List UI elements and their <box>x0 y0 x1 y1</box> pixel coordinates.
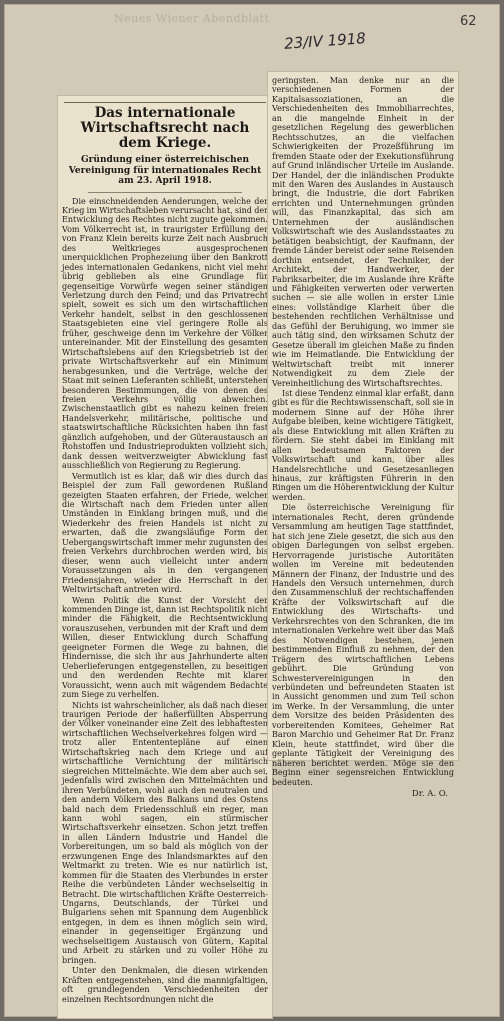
paragraph: Vermutlich ist es klar, daß wir dies durch das Beispiel der zum Fall gewordenen Rußland gezeigten Staaten erfahren, der Friede, welcher die Wirtschaft nach dem Frieden unter allen Umständen in Einklang bringen muß, und die Wiederkehr des freien Handels ist nicht zu erwarten, daß die zwangsläufige Form der Uebergangswirtschaft immer mehr zugunsten des freien Verkehrs durchbrochen werden wird, bis dieser, wenn auch vielleicht unter andern Voraussetzungen als in den vergangenen Friedensjahren, wieder die Herrschaft in der Weltwirtschaft antreten wird. <box>62 471 268 595</box>
newspaper-masthead: Neues Wiener Abendblatt <box>114 12 270 25</box>
paragraph: geringsten. Man denke nur an die verschiedenen Formen der Kapitalsassoziationen, an die Verschiedenheiten des Immobiliarrechtes, an die mangelnde Einheit in der gesetzlichen Regelung des gewerblichen Rechtsschutzes, an die vielfachen Schwierigkeiten der Prozeßführung im fremden Staate oder der Exekutionsführung auf Grund inländischer Urteile im Auslande. Der Handel, der die inländischen Produkte mit den Waren des Auslandes in Austausch bringt, die Industrie, die dort Fabriken errichten und Unternehmungen gründen will, das Finanzkapital, das sich am Unternehmen der ausländischen Volkswirtschaft wie des Auslandsstaates zu betätigen beabsichtigt, der Kaufmann, der fremde Länder bereist oder seine Reisenden dorthin entsendet, der Techniker, der Architekt, der Handwerker, der Fabriksarbeiter, die im Auslande ihre Kräfte und Fähigkeiten verwerten oder verwerten suchen — sie alle wollen in erster Linie eines: vollständige Klarheit über die bestehenden rechtlichen Verhältnisse und das Gefühl der Beruhigung, wo immer sie auch tätig sind, den wirksamen Schutz der Gesetze überall im gleichen Maße zu finden wie im Heimatlande. Die Entwicklung der Weltwirtschaft treibt mit innerer Notwendigkeit zu dem Ziele der Vereinheitlichung des Wirtschaftsrechtes. <box>272 76 454 388</box>
right-column-text <box>272 76 454 787</box>
handwritten-date: 23/IV 1918 <box>283 29 367 53</box>
article-subheadline: Gründung einer österreichischen Vereinigung für internationales Recht am 23. April 1918. <box>68 155 262 186</box>
folio-number: 62 <box>460 14 477 29</box>
divider <box>88 192 242 193</box>
paragraph: Unter den Denkmalen, die diesen wirkenden Kräften entgegenstehen, sind die mannigfaltigen, oft grundlegenden Verschiedenheiten der einzelnen Rechtsordnungen nicht die <box>62 966 268 1004</box>
left-column-text <box>62 197 268 1005</box>
paragraph: Die österreichische Vereinigung für internationales Recht, deren gründende Versammlung am heutigen Tage stattfindet, hat sich jene Ziele gesetzt, die sich aus den obigen Darlegungen von selbst ergeben. Hervorragende juristische Autoritäten wollen im Vereine mit bedeutenden Männern der Finanz, der Industrie und des Handels den Versuch unternehmen, durch den Zusammenschluß der rechtschaffenden Kräfte der Volkswirtschaft auf die Entwicklung des Wirtschafts- und Verkehrsrechtes von den Schranken, die im internationalen Verkehre weit über das Maß des Notwendigen bestehen, jenen bestimmenden Einfluß zu nehmen, der den Trägern des wirtschaftlichen Lebens gebührt. Die Gründung von Schwestervereinigungen in den verbündeten und befreundeten Staaten ist in Aussicht genommen und zum Teil schon im Werke. In der Versammlung, die unter dem Vorsitze des beiden Präsidenten des vorbereitenden Komitees, Geheimer Rat Baron Marchio und Geheimer Rat Dr. Franz Klein, heute stattfindet, wird über die geplante Tätigkeit der Vereinigung des näheren berichtet werden. Möge sie den Beginn einer segensreichen Entwicklung bedeuten. <box>272 503 454 787</box>
clipping-left-column <box>58 96 272 1018</box>
clipping-right-column <box>268 72 458 799</box>
author-signature: Dr. A. O. <box>411 788 448 799</box>
paragraph: Nichts ist wahrscheinlicher, als daß nach dieser traurigen Periode der haßerfüllten Absperrung der Völker voneinander eine Zeit des lebhaftesten wirtschaftlichen Wechselverkehres folgen wird — trotz aller Entententepläne auf einen Wirtschaftskrieg nach dem Kriege und auf wirtschaftliche Vernichtung der militärisch siegreichen Mittelmächte. Wie dem aber auch sei, jedenfalls wird zwischen den Mittelmächten und ihren Verbündeten, wohl auch den neutralen und den andern Völkern des Balkans und des Ostens bald nach dem Friedensschluß ein reger, man kann wohl sagen, ein stürmischer Wirtschaftsverkehr einsetzen. Schon jetzt treffen in allen Ländern Industrie und Handel die Vorbereitungen, um so bald als möglich von der erzwungenen Enge des Inlandsmarktes auf den Weltmarkt zu treten. Wie es nur natürlich ist, kommen für die Staaten des Vierbundes in erster Reihe die verbündeten Länder wechselseitig in Betracht. Die wirtschaftlichen Kräfte Oesterreich-Ungarns, Deutschlands, der Türkei und Bulgariens sehen mit Spannung dem Augenblick entgegen, in dem es ihnen möglich sein wird, einander in gegenseitiger Ergänzung und wechselseitigem Austausch von Gütern, Kapital und Arbeit zu stärken und zu voller Höhe zu bringen. <box>62 700 268 965</box>
paragraph: Ist diese Tendenz einmal klar erfaßt, dann gibt es für die Rechtswissenschaft, soll sie in modernem Sinne auf der Höhe ihrer Aufgabe bleiben, keine wichtigere Tätigkeit, als diese Entwicklung mit allen Kräften zu fördern. Sie steht dabei im Einklang mit allen bedeutsamen Faktoren der Volkswirtschaft und kann, über alles Handelsrechtliche und Gesetzesanliegen hinaus, zur kräftigsten Führerin in den Ringen um die Höherentwicklung der Kultur werden. <box>272 388 454 502</box>
paragraph: Die einschneidenden Aenderungen, welche der Krieg im Wirtschaftsleben verursacht hat, sind der Entwicklung des Rechtes nicht zugute gekommen. Vom Völkerrecht ist, in traurigster Erfüllung der von Franz Klein bereits kurze Zeit nach Ausbruch des Weltkrieges ausgesprochenen unerquicklichen Prophezeiung über den Bankrott jedes internationalen Gedankens, nicht viel mehr übrig geblieben als eine Grundlage für gegenseitige Vorwürfe wegen seiner ständigen Verletzung durch den Feind; und das Privatrecht spielt, soweit es sich um den wirtschaftlichen Verkehr handelt, selbst in den geschlossenen Staatsgebieten eine viel geringere Rolle als früher, geschweige denn im Verkehre der Völker untereinander. Mit der Einstellung des gesamten Wirtschaftslebens auf den Kriegsbetrieb ist der private Wirtschaftsverkehr auf ein Minimum herabgesunken, und die Verträge, welche der Staat mit seinen Lieferanten schließt, unterstehen besonderen Bestimmungen, die von denen des freien Verkehrs völlig abweichen. Zwischenstaatlich gibt es nahezu keinen freien Handelsverkehr, militärische, politische und staatswirtschaftliche Rücksichten haben ihn fast gänzlich aufgehoben, und der Güteraustausch an Rohstoffen und Industrieprodukten vollzieht sich, dank dessen weitverzweigter Abwicklung fast ausschließlich von Regierung zu Regierung. <box>62 196 268 471</box>
article-headline: Das internationale Wirtschaftsrecht nach dem Kriege. <box>64 102 266 151</box>
paragraph: Wenn Politik die Kunst der Vorsicht der kommenden Dinge ist, dann ist Rechtspolitik nicht minder die Fähigkeit, die Rechtsentwicklung vorauszusehen, verbunden mit der Kraft und dem Willen, dieser Entwicklung durch Schaffung geeigneter Formen die Wege zu bahnen, die Hindernisse, die sich ihr aus Jahrhunderte alten Ueberlieferungen entgegenstellen, zu beseitigen und den werdenden Rechte mit klarer Voraussicht, wenn auch mit wägendem Bedachte zum Siege zu verhelfen. <box>62 595 268 700</box>
